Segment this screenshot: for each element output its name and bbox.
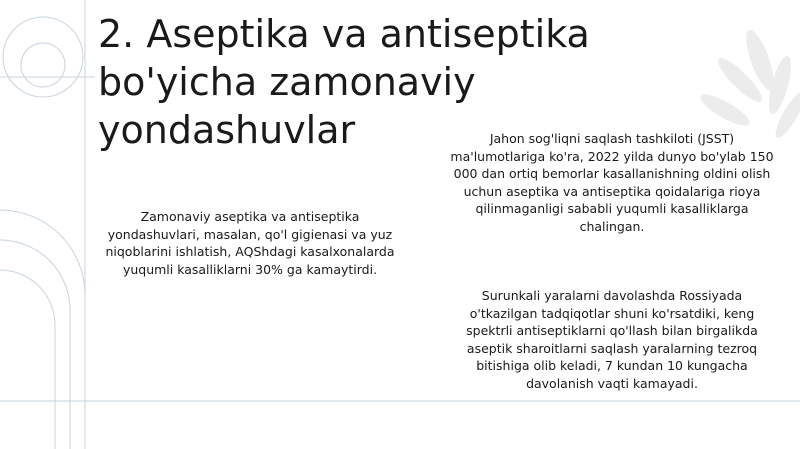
decor-circle-large xyxy=(3,17,83,97)
paragraph-hygiene-stats: Zamonaviy aseptika va antiseptika yondashuvlari, masalan, qo'l gigienasi va yuz niqoblarini ishlatish, AQShdagi kasalxonalarda yuqumli kasalliklarni 30% ga kamaytirdi. xyxy=(105,209,395,277)
decor-arch-mid xyxy=(0,270,55,449)
slide-title: 2. Aseptika va antiseptika bo'yicha zamonaviy yondashuvlar xyxy=(98,12,590,152)
paragraph-wound-study: Surunkali yaralarni davolashda Rossiyada o'tkazilgan tadqiqotlar shuni ko'rsatdiki, keng spektrli antiseptiklarni qo'llash bilan birgalikda aseptik sharoitlarni saqlash yaralarning tezroq bitishiga olib keladi, 7 kundan 10 kungacha davolanish vaqti kamayadi. xyxy=(466,288,758,391)
decor-circle-small xyxy=(21,43,65,87)
paragraph-who-stats: Jahon sog'liqni saqlash tashkiloti (JSST) ma'lumotlariga ko'ra, 2022 yilda dunyo bo'ylab 150 000 dan ortiq bemorlar kasallanishning oldini olish uchun aseptika va antiseptika qoidalariga rioya qilinmaganligi sababli yuqumli kasalliklarga chalingan. xyxy=(450,131,774,234)
leaf-watermark xyxy=(697,27,800,141)
decor-arch-outer xyxy=(0,210,85,449)
